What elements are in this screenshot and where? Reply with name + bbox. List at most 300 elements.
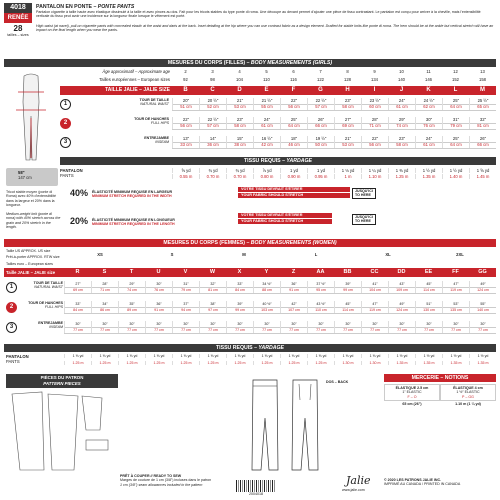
measurement-cell: 30": [415, 117, 442, 123]
rtw-size-label: Prêt-à-porter APPROX. RTW size: [6, 255, 60, 259]
age-cell: 4: [238, 69, 241, 74]
measurement-cell: 34 ½": [253, 281, 280, 287]
measurement-cell: 15": [226, 136, 253, 142]
measurement-cell: 64 cm: [280, 123, 307, 129]
jalie-size-cell: Z: [291, 269, 296, 275]
measurement-cell: 58 cm: [388, 142, 415, 148]
measurement-cell: 33": [64, 301, 91, 307]
yardage-yd-cell: ⅝ yd: [172, 168, 199, 173]
yardage-yd-cell: 1 ⅜ yd: [253, 354, 280, 358]
yardage-yd-cell: 1 ⅜ yd: [118, 354, 145, 358]
jalie-size-cell: T: [129, 269, 134, 275]
euro-size-cell: 116: [290, 77, 297, 82]
ready-to-sew-note: PRÊT À COUPER // READY TO SEW Marges de couture de 1 cm (3/8") incluses dans le patron 1 cm (3/8") seam allowances included in the pattern: [120, 474, 212, 487]
measurement-cell: 77 cm: [64, 327, 91, 333]
jalie-size-cell: CC: [370, 269, 379, 275]
pants-label-women: PANTALON PANTS: [6, 354, 29, 364]
yardage-m-cell: 1.35 m: [388, 361, 415, 365]
yardage-m-cell: 1.30 m: [361, 361, 388, 365]
measurement-number-2: 2: [6, 302, 17, 313]
measurement-cell: 35": [118, 301, 145, 307]
measurement-cell: 77 cm: [145, 327, 172, 333]
stretch-20-target: JUSQU'ICI TO HERE: [352, 214, 376, 225]
yardage-m-cell: 1.35 m: [415, 361, 442, 365]
measurement-cell: 130 cm: [415, 307, 442, 313]
jalie-size-cell: BB: [343, 269, 352, 275]
measurement-cell: 30": [199, 321, 226, 327]
measurement-cell: 77 cm: [118, 327, 145, 333]
measurement-cell: 45": [334, 301, 361, 307]
stretch-20-percent: 20%: [70, 216, 89, 226]
stretch-20-bar-en: YOUR FABRIC SHOULD STRETCH: [238, 219, 332, 224]
measurement-cell: 47": [361, 301, 388, 307]
measurement-values-cm: [64, 287, 496, 294]
measurement-cell: 30": [145, 321, 172, 327]
measurement-number-1: 1: [60, 99, 71, 110]
measurement-cell: 66 cm: [307, 123, 334, 129]
description-en: High-waist (at navel), pull-on cigarette pants with concealed elastic at the waist and darts at the back. Inset detailing at the hip where you can use contrast fabric as a design element. Drafted for stable knits like ponte di roma. The hem should be at the ankle but vertical stretch will have an impact on the final length when you wear the pants.: [36, 24, 494, 33]
jalie-size-cell: EE: [424, 269, 433, 275]
jalie-size-cell: C: [210, 87, 215, 93]
age-cell: 11: [426, 69, 431, 74]
measurement-cell: 16 ½": [253, 136, 280, 142]
measurement-cell: 60 cm: [361, 104, 388, 110]
measurement-cell: 26": [307, 117, 334, 123]
jalie-size-cell: GG: [478, 269, 487, 275]
measurement-cell: 41": [361, 281, 388, 287]
jalie-size-cell: B: [183, 87, 188, 93]
measurement-cell: 31": [442, 117, 469, 123]
euro-size-cell: 146: [425, 77, 432, 82]
measurement-cell: 71 cm: [361, 123, 388, 129]
measurement-cell: 69 cm: [64, 287, 91, 293]
measurement-cell: 114 cm: [334, 307, 361, 313]
jalie-size-cell: FF: [452, 269, 459, 275]
measurement-values-cm: [172, 123, 496, 130]
measurement-cell: 50 cm: [307, 142, 334, 148]
yardage-m-cell: 1.25 m: [145, 361, 172, 365]
age-cell: 5: [265, 69, 268, 74]
yardage-m-cell: 0.80 m: [253, 174, 280, 179]
stretch-40-target: JUSQU'ICI TO HERE: [352, 188, 376, 199]
stretch-40-bar-en: YOUR FABRIC SHOULD STRETCH: [238, 193, 350, 198]
age-cell: 3: [211, 69, 214, 74]
barcode: [236, 480, 276, 492]
notion-elastic-1: ÉLASTIQUE 2.5 cm 1" ELASTIC F – O: [384, 384, 440, 401]
euro-size-cell: 158: [479, 77, 486, 82]
back-view-label: DOS – BACK: [326, 380, 349, 384]
stretch-40-text: ÉLASTICITÉ MINIMUM REQUISE EN LARGEUR MINIMUM STRETCH REQUIRED IN THE WIDTH: [92, 190, 173, 199]
measurement-cell: 26": [469, 136, 496, 142]
measurement-cell: 66 cm: [469, 142, 496, 148]
notion-length-1: 65 cm (26"): [402, 402, 422, 406]
measurement-values-cm: [172, 104, 496, 111]
notion-length-2: 1.10 m (1 ¼ yd): [455, 402, 481, 406]
fabric-width-cm: 147 cm: [18, 175, 32, 180]
measurement-cell: 51 cm: [172, 104, 199, 110]
measurement-cell: 23": [226, 117, 253, 123]
sizes-count: 28: [13, 24, 23, 33]
pants-front-illustration: [250, 378, 280, 474]
measurement-cell: 30": [253, 321, 280, 327]
girls-age-row: [172, 69, 496, 74]
yardage-yd-cell: 1 ⅝ yd: [469, 168, 496, 173]
yardage-m-cell: 1.25 m: [388, 174, 415, 179]
measurement-cell: 77 cm: [91, 327, 118, 333]
euro-size-cell: 92: [183, 77, 188, 82]
measurement-cell: 84 cm: [226, 287, 253, 293]
measurement-cell: 13": [172, 136, 199, 142]
measurement-cell: 22 ½": [307, 98, 334, 104]
yardage-m-cell: 0.90 m: [280, 174, 307, 179]
measurement-cell: 20": [172, 98, 199, 104]
pants-label-girls: PANTALON PANTS: [60, 168, 83, 178]
women-yardage-header: TISSU REQUIS – YARDAGE: [4, 344, 496, 352]
measurement-cell: 20 ½": [199, 98, 226, 104]
measurement-cell: 77 cm: [172, 327, 199, 333]
measurement-cell: 109 cm: [388, 287, 415, 293]
measurement-cell: 84 cm: [64, 307, 91, 313]
yardage-yd-cell: 1 yd: [307, 168, 334, 173]
jalie-size-cell: V: [183, 269, 188, 275]
measurement-values-cm: [64, 327, 496, 334]
yardage-yd-cell: ¾ yd: [199, 168, 226, 173]
measurement-cell: 25": [280, 117, 307, 123]
measurement-cell: 21": [226, 98, 253, 104]
measurement-cell: 55 cm: [253, 104, 280, 110]
measurement-cell: 30": [145, 281, 172, 287]
age-cell: 9: [373, 69, 376, 74]
yardage-yd-cell: 1 ½ yd: [415, 354, 442, 358]
measurement-cell: 86 cm: [91, 307, 118, 313]
measurement-cell: 30": [280, 321, 307, 327]
notion-elastic-2: ÉLASTIQUE 4 cm 1 ½" ELASTIC P – GG: [440, 384, 496, 401]
measurement-cell: 58 cm: [226, 123, 253, 129]
yardage-m-cell: 1.25 m: [307, 361, 334, 365]
yardage-m-cell: 1.35 m: [469, 361, 496, 365]
measurement-label: TOUR DE HANCHES FULL HIPS: [134, 117, 169, 126]
jalie-size-cell: J: [399, 87, 404, 93]
measurement-cell: 28": [361, 117, 388, 123]
measurement-cell: 34": [91, 301, 118, 307]
measurement-cell: 30": [334, 321, 361, 327]
measurement-cell: 77 cm: [280, 327, 307, 333]
measurement-cell: 37 ½": [307, 281, 334, 287]
measurement-cell: 25 ½": [469, 98, 496, 104]
measurement-cell: 47": [442, 281, 469, 287]
fabric-note-en: Medium-weight knit (ponte di roma) with 40% stretch across the grain and 20% stretch in the length.: [6, 212, 61, 230]
measurement-cell: 94 cm: [172, 307, 199, 313]
jalie-size-cell: M: [480, 87, 485, 93]
measurement-cell: 24": [415, 136, 442, 142]
measurement-cell: 74 cm: [118, 287, 145, 293]
title-fr: PANTALON EN PONTE: [36, 4, 93, 10]
girls-yardage-yd: [172, 168, 496, 173]
sizes-label: tailles – sizes: [7, 33, 29, 37]
age-cell: 8: [346, 69, 349, 74]
measurement-cell: 30": [361, 321, 388, 327]
measurement-cell: 38": [199, 301, 226, 307]
measurement-cell: 32": [199, 281, 226, 287]
euro-size-cell: 110: [263, 77, 270, 82]
age-cell: 12: [453, 69, 458, 74]
measurement-cell: 37": [172, 301, 199, 307]
size-group-cell: XL: [385, 252, 391, 257]
measurement-cell: 77 cm: [334, 327, 361, 333]
measurement-number-1: 1: [6, 282, 17, 293]
measurement-cell: 64 cm: [442, 142, 469, 148]
measurement-cell: 30": [91, 321, 118, 327]
measurement-cell: 77 cm: [307, 327, 334, 333]
yardage-m-cell: 1 m: [334, 174, 361, 179]
jalie-size-cell: G: [318, 87, 323, 93]
website: www.jalie.com: [342, 488, 365, 492]
measurement-cell: 124 cm: [388, 307, 415, 313]
measurement-number-3: 3: [60, 137, 71, 148]
yardage-m-cell: 0.70 m: [226, 174, 253, 179]
girls-euro-row: [172, 77, 496, 82]
measurement-cell: 107 cm: [280, 307, 307, 313]
notions-header: MERCERIE – NOTIONS: [384, 374, 496, 382]
measurement-cell: 140 cm: [469, 307, 496, 313]
size-group-cell: 2XL: [456, 252, 464, 257]
measurement-cell: 22 ½": [199, 117, 226, 123]
measurement-cell: 49": [469, 281, 496, 287]
measurement-cell: 81 cm: [469, 123, 496, 129]
measurement-values-cm: [64, 307, 496, 314]
measurement-cell: 30": [172, 321, 199, 327]
measurement-cell: 21 ½": [253, 98, 280, 104]
stretch-20-bar-fr: VOTRE TISSU DEVRAIT S'ÉTIRER: [238, 213, 332, 218]
measurement-cell: 30": [469, 321, 496, 327]
measurement-cell: 25": [442, 98, 469, 104]
measurement-cell: 97 cm: [199, 307, 226, 313]
yardage-m-cell: 0.55 m: [172, 174, 199, 179]
jalie-size-cell: F: [291, 87, 296, 93]
measurement-cell: 51": [415, 301, 442, 307]
yardage-m-cell: 1.25 m: [280, 361, 307, 365]
jalie-size-cell: E: [264, 87, 269, 93]
measurement-cell: 14": [199, 136, 226, 142]
measurement-cell: 135 cm: [442, 307, 469, 313]
measurement-cell: 30": [415, 321, 442, 327]
size-group-cell: L: [314, 252, 318, 257]
measurement-cell: 103 cm: [253, 307, 280, 313]
yardage-m-cell: 1.25 m: [172, 361, 199, 365]
yardage-m-cell: 0.70 m: [199, 174, 226, 179]
measurement-cell: 52 cm: [199, 104, 226, 110]
barcode-number: 2004018: [249, 492, 263, 496]
measurement-cell: 104 cm: [361, 287, 388, 293]
measurement-cell: 77 cm: [469, 327, 496, 333]
measurement-cell: 77 cm: [199, 327, 226, 333]
yardage-m-cell: 1.25 m: [226, 361, 253, 365]
jalie-size-cell: R: [75, 269, 80, 275]
yardage-yd-cell: 1 ⅜ yd: [199, 354, 226, 358]
measurement-cell: 61 cm: [253, 123, 280, 129]
measurement-cell: 79 cm: [172, 287, 199, 293]
measurement-cell: 53": [442, 301, 469, 307]
measurement-cell: 58 cm: [334, 104, 361, 110]
euro-size-cell: 128: [344, 77, 351, 82]
girls-yardage-m: [172, 174, 496, 179]
jalie-size-cell: AA: [316, 269, 325, 275]
measurement-cell: 19 ½": [307, 136, 334, 142]
measurement-cell: 30": [442, 321, 469, 327]
measurement-cell: 36": [145, 301, 172, 307]
women-jalie-size-bar: Taille JALIE – JALIE size R S T U V W X Y Z AA BB CC DD EE FF GG: [4, 268, 496, 277]
yardage-yd-cell: ⅞ yd: [253, 168, 280, 173]
jalie-size-cell: D: [237, 87, 242, 93]
yardage-yd-cell: 1 ¼ yd: [361, 168, 388, 173]
girl-figure-illustration: [6, 72, 56, 164]
measurement-cell: 53 cm: [334, 142, 361, 148]
pattern-number: 4018: [4, 3, 32, 13]
size-group-cell: XS: [97, 252, 103, 257]
yardage-yd-cell: 1 ⅜ yd: [280, 354, 307, 358]
pattern-pieces-diagram: [6, 390, 118, 474]
measurement-cell: 42": [280, 301, 307, 307]
yardage-yd-cell: 1 ½ yd: [415, 168, 442, 173]
women-yardage-m: [64, 361, 496, 365]
measurement-cell: 77 cm: [361, 327, 388, 333]
yardage-yd-cell: 1 ⅜ yd: [388, 168, 415, 173]
yardage-yd-cell: 1 ⅜ yd: [172, 354, 199, 358]
jalie-logo: Jalie: [346, 474, 371, 487]
measurement-cell: 31": [172, 281, 199, 287]
measurement-cell: 77 cm: [253, 327, 280, 333]
yardage-m-cell: 1.45 m: [469, 174, 496, 179]
measurement-cell: 95 cm: [307, 287, 334, 293]
measurement-cell: 77 cm: [442, 327, 469, 333]
euro-size-cell: 152: [452, 77, 459, 82]
age-cell: 13: [480, 69, 485, 74]
yardage-m-cell: 1.35 m: [415, 174, 442, 179]
measurement-cell: 124 cm: [469, 287, 496, 293]
age-cell: 10: [399, 69, 404, 74]
yardage-yd-cell: 1 ⅜ yd: [64, 354, 91, 358]
measurement-cell: 110 cm: [307, 307, 334, 313]
pattern-title: PANTALON EN PONTE – PONTE PANTS: [36, 4, 135, 10]
measurement-cell: 91 cm: [280, 287, 307, 293]
stretch-20-text: ÉLASTICITÉ MINIMUM REQUISE EN LONGUEUR MINIMUM STRETCH REQUIRED IN THE LENGTH: [92, 218, 175, 227]
yardage-m-cell: 1.40 m: [442, 174, 469, 179]
yardage-m-cell: 1.25 m: [64, 361, 91, 365]
measurement-label: TOUR DE TAILLE NATURAL WAIST: [139, 98, 169, 107]
measurement-cell: 119 cm: [361, 307, 388, 313]
measurement-cell: 23": [334, 98, 361, 104]
yardage-yd-cell: 1 ⅜ yd: [226, 354, 253, 358]
jalie-size-cell: W: [209, 269, 216, 275]
jalie-size-cell: I: [373, 87, 376, 93]
measurement-cell: 23 ½": [361, 98, 388, 104]
measurement-cell: 22": [361, 136, 388, 142]
euro-size-cell: 98: [210, 77, 215, 82]
measurement-cell: 81 cm: [199, 287, 226, 293]
stretch-40-percent: 40%: [70, 188, 89, 198]
measurement-cell: 119 cm: [442, 287, 469, 293]
yardage-m-cell: 1.25 m: [118, 361, 145, 365]
measurement-cell: 18": [280, 136, 307, 142]
yardage-yd-cell: 1 ⅜ yd: [91, 354, 118, 358]
euro-size-cell: 122: [317, 77, 324, 82]
measurement-cell: 27": [64, 281, 91, 287]
measurement-cell: 55": [469, 301, 496, 307]
jalie-size-cell: L: [453, 87, 458, 93]
measurement-cell: 21": [334, 136, 361, 142]
age-cell: 7: [319, 69, 322, 74]
measurement-number-3: 3: [6, 322, 17, 333]
measurement-label: TOUR DE HANCHES FULL HIPS: [28, 301, 63, 310]
girls-measurements-header: MESURES DU CORPS (FILLES) – BODY MEASUREMENTS (GIRLS): [4, 59, 496, 67]
women-yardage-yd: [64, 354, 496, 358]
measurement-cell: 24": [388, 98, 415, 104]
measurement-cell: 33 cm: [172, 142, 199, 148]
girls-jalie-size-bar: TAILLE JALIE – JALIE SIZE B C D E F G H I J K L M: [60, 86, 496, 95]
measurement-cell: 22": [172, 117, 199, 123]
measurement-cell: 32": [469, 117, 496, 123]
yardage-m-cell: 1.25 m: [199, 361, 226, 365]
measurement-cell: 74 cm: [388, 123, 415, 129]
measurement-cell: 39": [226, 301, 253, 307]
measurement-cell: 49": [388, 301, 415, 307]
measurement-cell: 43 ½": [307, 301, 334, 307]
yardage-m-cell: 1.35 m: [442, 361, 469, 365]
size-group-cell: M: [242, 252, 246, 257]
measurement-cell: 57 cm: [307, 104, 334, 110]
measurement-cell: 36 cm: [199, 142, 226, 148]
yardage-yd-cell: 1 ⅜ yd: [361, 354, 388, 358]
pants-back-illustration: [290, 378, 320, 474]
measurement-cell: 89 cm: [118, 307, 145, 313]
measurement-cell: 30": [64, 321, 91, 327]
measurement-cell: 42 cm: [253, 142, 280, 148]
measurement-cell: 53 cm: [226, 104, 253, 110]
title-en: PONTE PANTS: [97, 4, 135, 10]
measurement-cell: 99 cm: [226, 307, 253, 313]
yardage-yd-cell: 1 ⅛ yd: [334, 168, 361, 173]
measurement-cell: 57 cm: [199, 123, 226, 129]
measurement-cell: 61 cm: [415, 142, 442, 148]
measurement-cell: 24 ½": [415, 98, 442, 104]
measurement-cell: 71 cm: [91, 287, 118, 293]
measurement-cell: 30": [118, 321, 145, 327]
measurement-cell: 77 cm: [226, 327, 253, 333]
measurement-cell: 33": [226, 281, 253, 287]
euro-size-cell: 104: [236, 77, 243, 82]
fabric-width-swatch: [6, 168, 58, 186]
euro-size-cell: 134: [371, 77, 378, 82]
women-euro-label: Tailles euro – European sizes: [6, 262, 53, 266]
measurement-values-cm: [172, 142, 496, 149]
measurement-number-2: 2: [60, 118, 71, 129]
jalie-size-cell: DD: [397, 269, 406, 275]
measurement-cell: 46 cm: [280, 142, 307, 148]
measurement-cell: 69 cm: [334, 123, 361, 129]
measurement-cell: 23": [388, 136, 415, 142]
measurement-cell: 88 cm: [253, 287, 280, 293]
age-cell: 2: [184, 69, 187, 74]
measurement-cell: 36": [280, 281, 307, 287]
yardage-yd-cell: 1 ½ yd: [442, 354, 469, 358]
measurement-cell: 77 cm: [415, 327, 442, 333]
us-size-label: Taille US APPROX. US size: [6, 249, 51, 253]
euro-size-label: Tailles européennes – European sizes: [99, 77, 170, 82]
yardage-m-cell: 1.25 m: [253, 361, 280, 365]
measurement-cell: 30": [226, 321, 253, 327]
copyright: © 2020 LES PATRONS JALIE INC. IMPRIMÉ AU CANADA / PRINTED IN CANADA: [384, 478, 461, 487]
age-cell: 6: [292, 69, 295, 74]
